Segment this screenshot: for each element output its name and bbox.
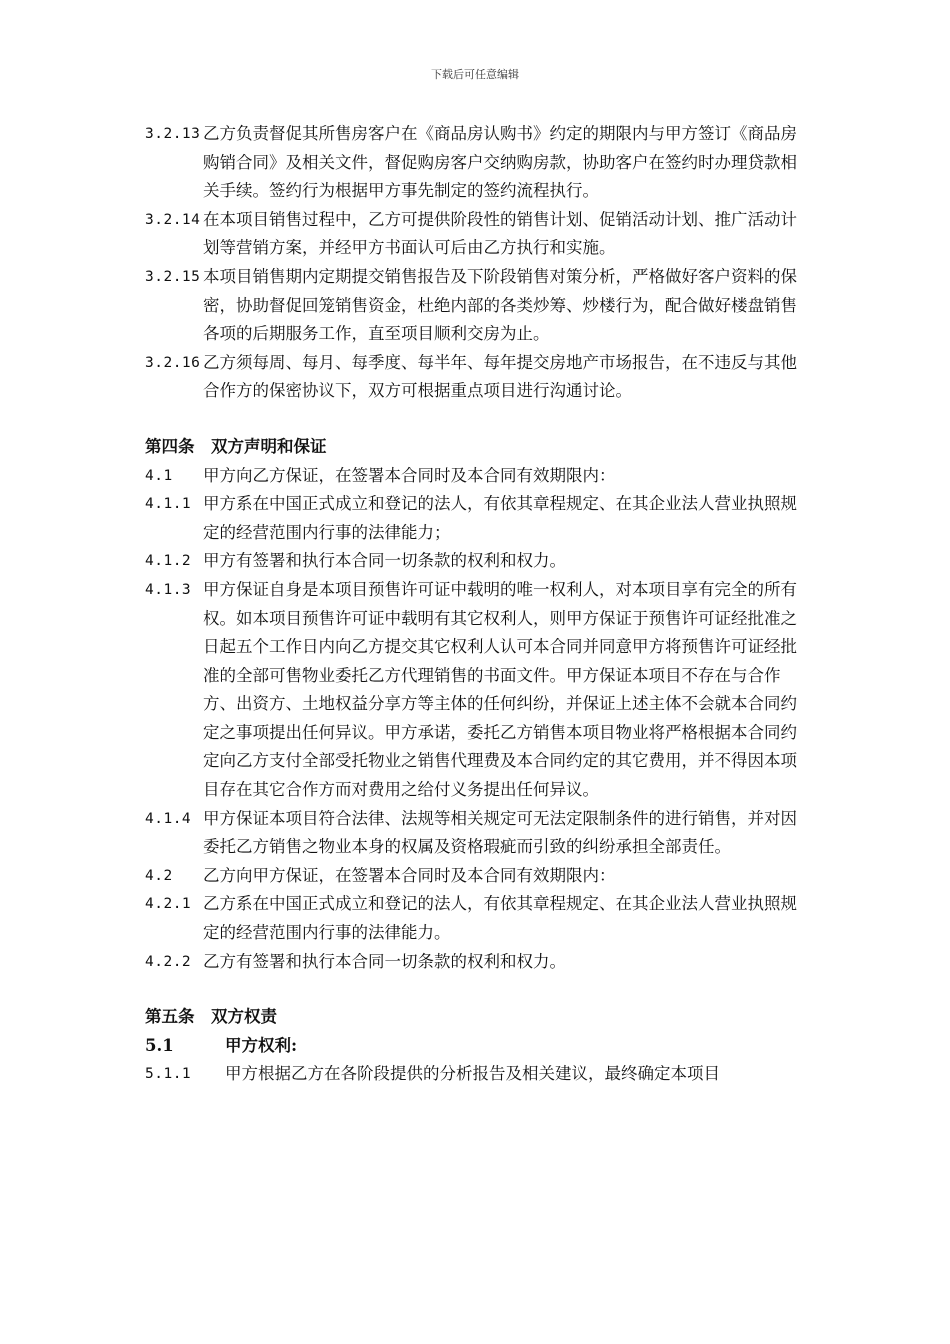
clause-text: 甲方保证自身是本项目预售许可证中载明的唯一权利人，对本项目享有完全的所有权。如本项目预售许可证中载明有其它权利人，则甲方保证于预售许可证经批准之日起五个工作日内向乙方提交其它权利人认可本合同并同意甲方将预售许可证经批准的全部可售物业委托乙方代理销售的书面文件。甲方保证本项目不存在与合作方、出资方、土地权益分享方等主体的任何纠纷，并保证上述主体不会就本合同约定之事项提出任何异议。甲方承诺，委托乙方销售本项目物业将严格根据本合同约定向乙方支付全部受托物业之销售代理费及本合同约定的其它费用，并不得因本项目存在其它合作方而对费用之给付义务提出任何异议。 (203, 579, 797, 800)
clause-number: 3.2.13 (145, 126, 201, 142)
clause-text: 乙方须每周、每月、每季度、每半年、每年提交房地产市场报告，在不违反与其他合作方的保密协议下，双方可根据重点项目进行沟通讨论。 (203, 352, 797, 401)
clause-text: 甲方系在中国正式成立和登记的法人，有依其章程规定、在其企业法人营业执照规定的经营范围内行事的法律能力； (203, 494, 797, 542)
clause-text: 乙方向甲方保证，在签署本合同时及本合同有效期限内： (203, 865, 616, 885)
clause-5-1-1 (145, 1060, 807, 1089)
section-5-heading: 第五条 双方权责 (145, 1007, 277, 1027)
clause-text: 本项目销售期内定期提交销售报告及下阶段销售对策分析，严格做好客户资料的保密，协助督促回笼销售资金，杜绝内部的各类炒筹、炒楼行为，配合做好楼盘销售各项的后期服务工作，直至项目顺利交房为止。 (203, 266, 797, 344)
clause-number: 5.1.1 (145, 1066, 192, 1083)
clause-4-1-4 (145, 805, 807, 862)
clause-number: 3.2.16 (145, 354, 201, 371)
clause-text: 在本项目销售过程中，乙方可提供阶段性的销售计划、促销活动计划、推广活动计划等营销方案，并经甲方书面认可后由乙方执行和实施。 (203, 209, 797, 258)
clause-text: 甲方有签署和执行本合同一切条款的权利和权力。 (203, 551, 566, 571)
clause-number: 4.2.2 (145, 953, 192, 970)
clause-4-1-2 (145, 547, 807, 576)
section-spacer (145, 406, 807, 433)
clause-number: 4.2.1 (145, 896, 192, 913)
section-spacer (145, 976, 807, 1003)
clause-number: 4.1.2 (145, 553, 192, 570)
clause-4-1-1 (145, 490, 807, 547)
clause-number: 4.1.4 (145, 810, 192, 827)
subsection-number: 5.1 (145, 1035, 174, 1055)
clause-text: 甲方保证本项目符合法律、法规等相关规定可无法定限制条件的进行销售，并对因委托乙方销售之物业本身的权属及资格瑕疵而引致的纠纷承担全部责任。 (203, 808, 797, 857)
clause-number: 4.1 (145, 467, 173, 484)
clause-3-2-16 (145, 349, 807, 406)
clause-number: 3.2.15 (145, 268, 201, 285)
clause-3-2-14 (145, 206, 807, 263)
clause-number: 4.1.1 (145, 496, 192, 513)
clause-text: 甲方向乙方保证，在签署本合同时及本合同有效期限内： (203, 465, 616, 485)
clause-4-2-1 (145, 890, 807, 947)
clause-4-2 (145, 862, 807, 891)
subsection-title: 甲方权利: (225, 1035, 298, 1055)
page-header: 下载后可任意编辑 (431, 68, 519, 81)
clause-number: 3.2.14 (145, 211, 201, 228)
document-body (145, 120, 807, 1089)
section-4-heading: 第四条 双方声明和保证 (145, 436, 327, 456)
clause-text: 乙方负责督促其所售房客户在《商品房认购书》约定的期限内与甲方签订《商品房购销合同》及相关文件，督促购房客户交纳购房款，协助客户在签约时办理贷款相关手续。签约行为根据甲方事先制定的签约流程执行。 (203, 124, 797, 201)
subsection-5-1 (145, 1032, 807, 1061)
clause-4-2-2 (145, 948, 807, 977)
clause-text: 甲方根据乙方在各阶段提供的分析报告及相关建议，最终确定本项目 (225, 1064, 720, 1084)
clause-3-2-13 (145, 120, 807, 206)
clause-text: 乙方系在中国正式成立和登记的法人，有依其章程规定、在其企业法人营业执照规定的经营范围内行事的法律能力。 (203, 894, 797, 943)
clause-4-1-3 (145, 576, 807, 805)
clause-number: 4.2 (145, 867, 173, 884)
clause-number: 4.1.3 (145, 581, 192, 598)
clause-4-1 (145, 462, 807, 491)
clause-text: 乙方有签署和执行本合同一切条款的权利和权力。 (203, 951, 566, 971)
clause-3-2-15 (145, 263, 807, 349)
